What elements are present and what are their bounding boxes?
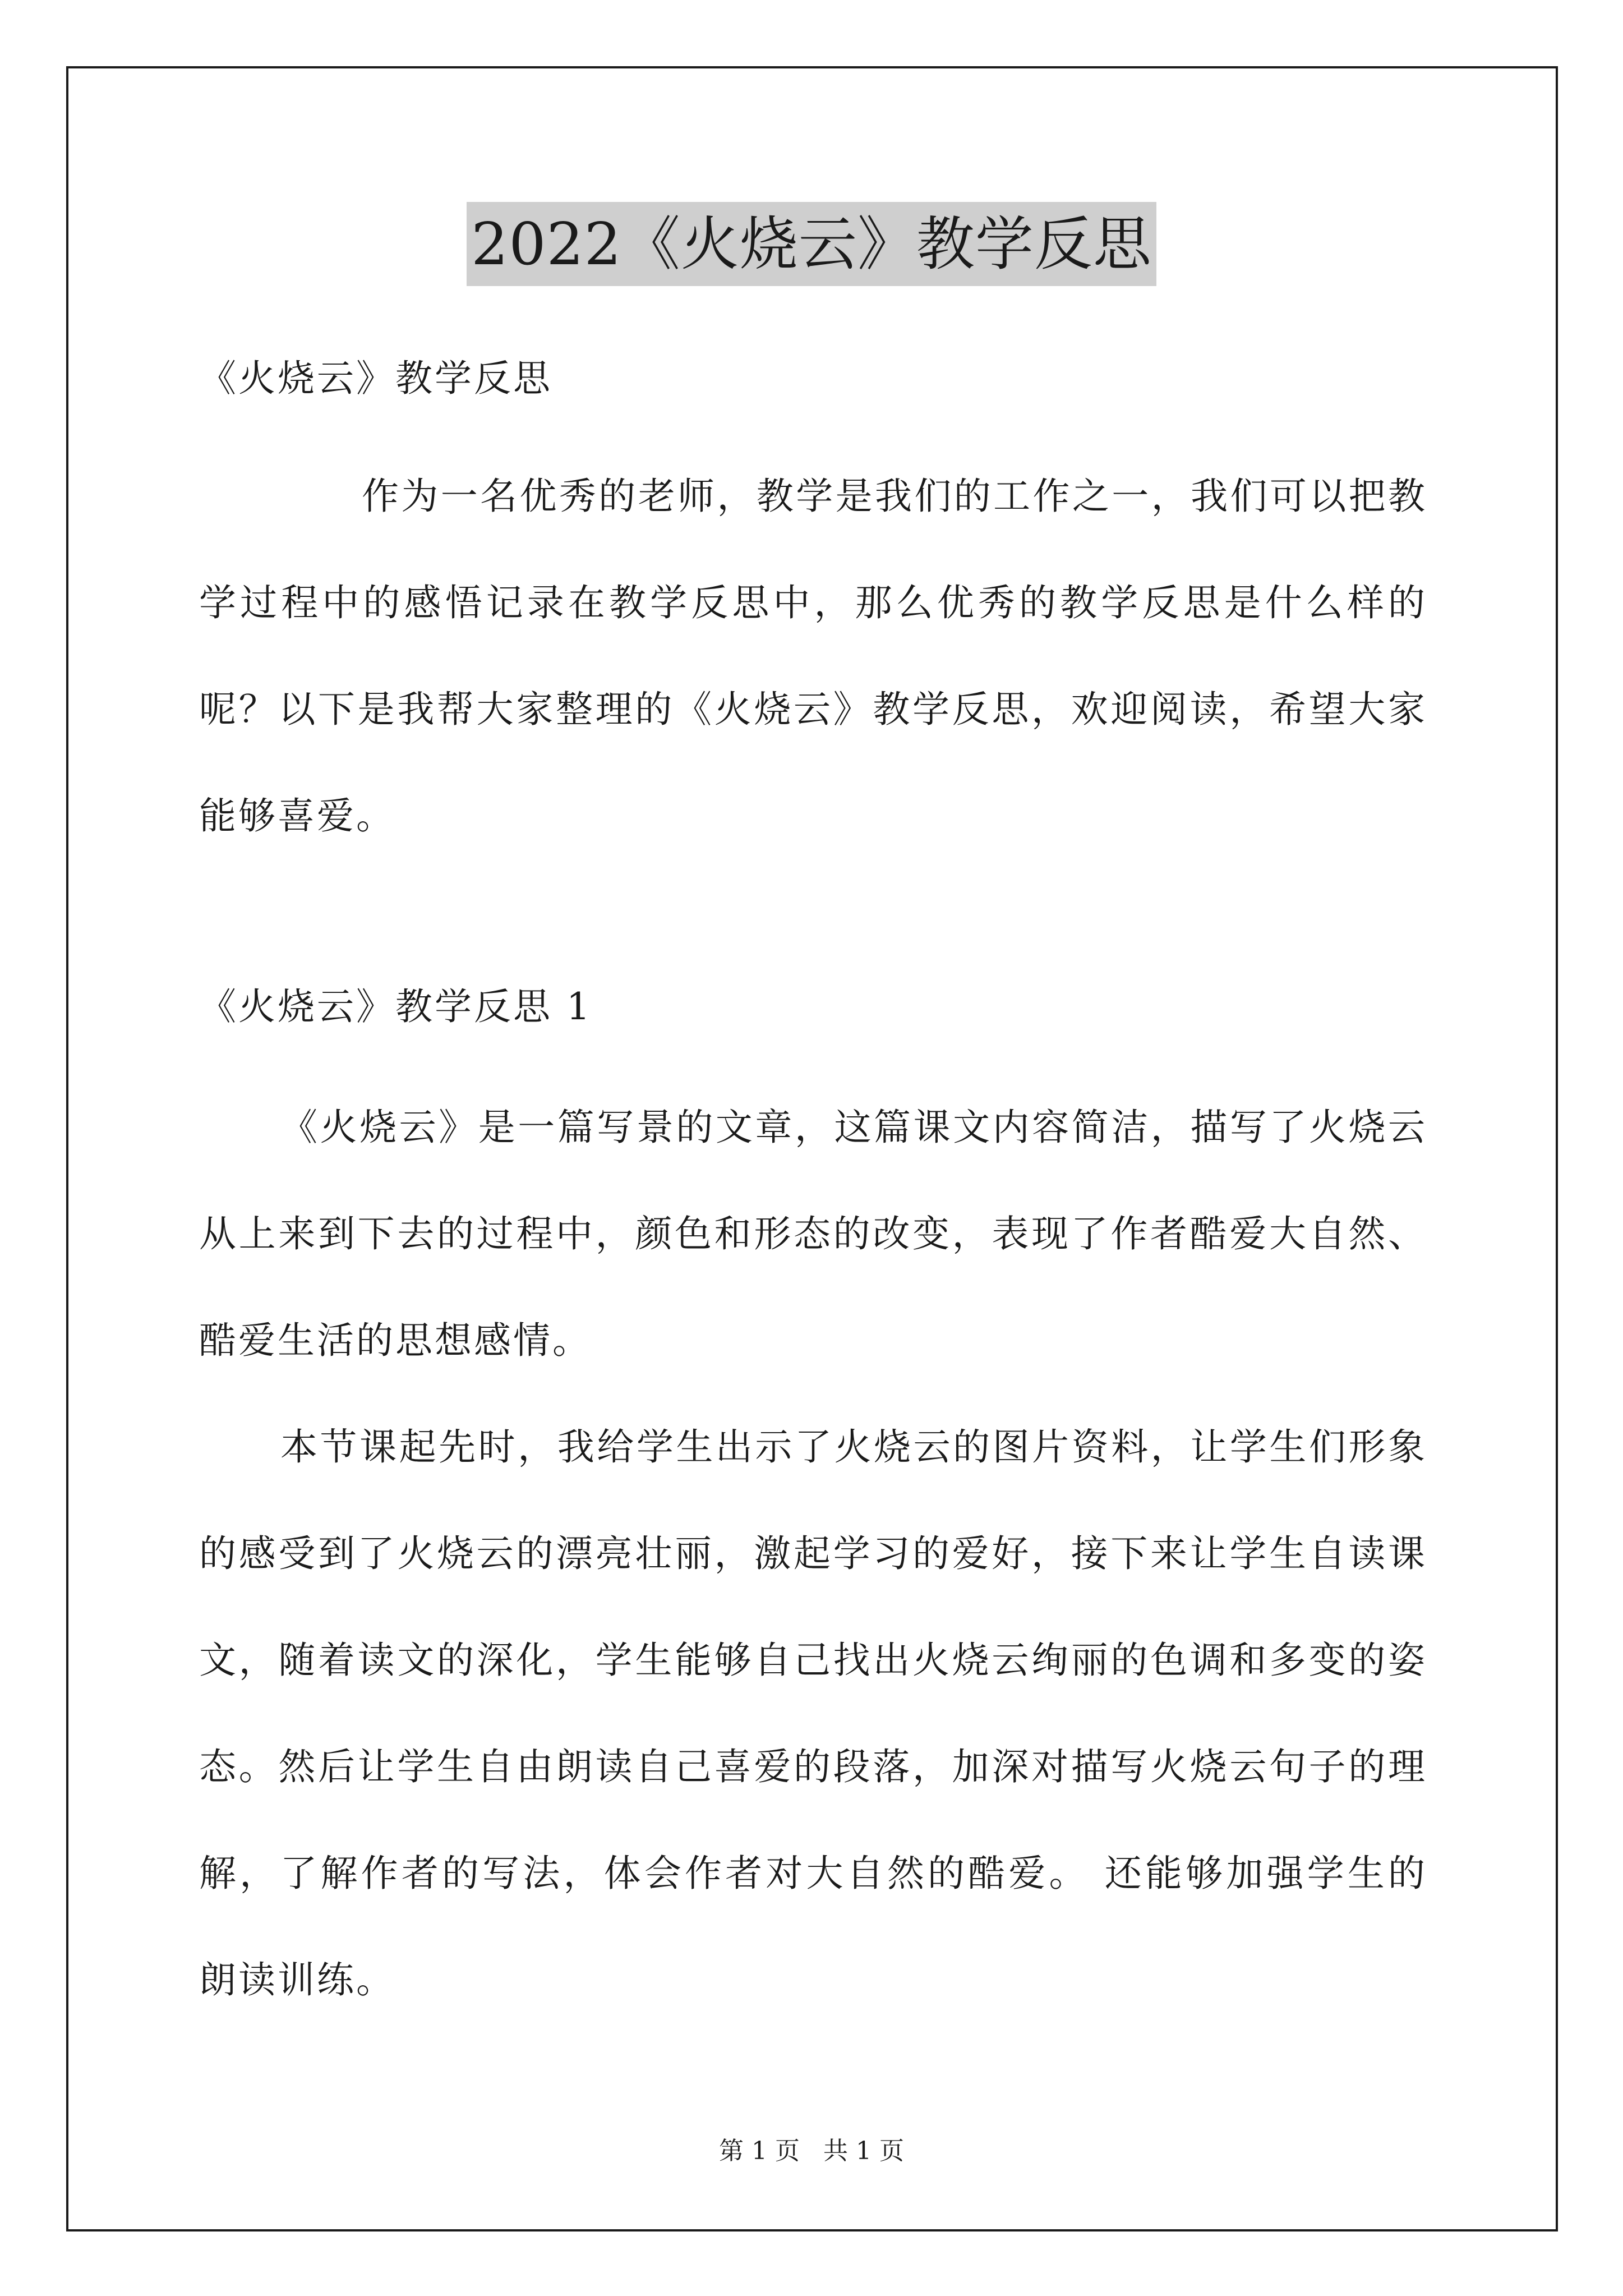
section-heading: 《火烧云》教学反思 1 bbox=[199, 985, 592, 1028]
title-container bbox=[0, 202, 1623, 286]
page-footer: 第 1 页 共 1 页 bbox=[719, 2137, 904, 2165]
section-paragraph-2: 本节课起先时，我给学生出示了火烧云的图片资料，让学生们形象的感受到了火烧云的漂亮壮丽，激起学习的爱好，接下来让学生自读课文，随着读文的深化，学生能够自己找出火烧云绚丽的色调和多变的姿态。然后让学生自由朗读自己喜爱的段落，加深对描写火烧云句子的理解，了解作者的写法，体会作者对大自然的酷爱。 还能够加强学生的朗读训练。 bbox=[199, 1425, 1427, 2001]
document-title: 2022《火烧云》教学反思 bbox=[467, 202, 1156, 286]
intro-heading: 《火烧云》教学反思 bbox=[199, 357, 552, 400]
intro-paragraph: 作为一名优秀的老师，教学是我们的工作之一，我们可以把教学过程中的感悟记录在教学反思中，那么优秀的教学反思是什么样的呢？以下是我帮大家整理的《火烧云》教学反思，欢迎阅读，希望大家能够喜爱。 bbox=[199, 475, 1427, 838]
section-paragraph-1: 《火烧云》是一篇写景的文章，这篇课文内容简洁，描写了火烧云从上来到下去的过程中，颜色和形态的改变，表现了作者酷爱大自然、酷爱生活的思想感情。 bbox=[199, 1106, 1427, 1362]
